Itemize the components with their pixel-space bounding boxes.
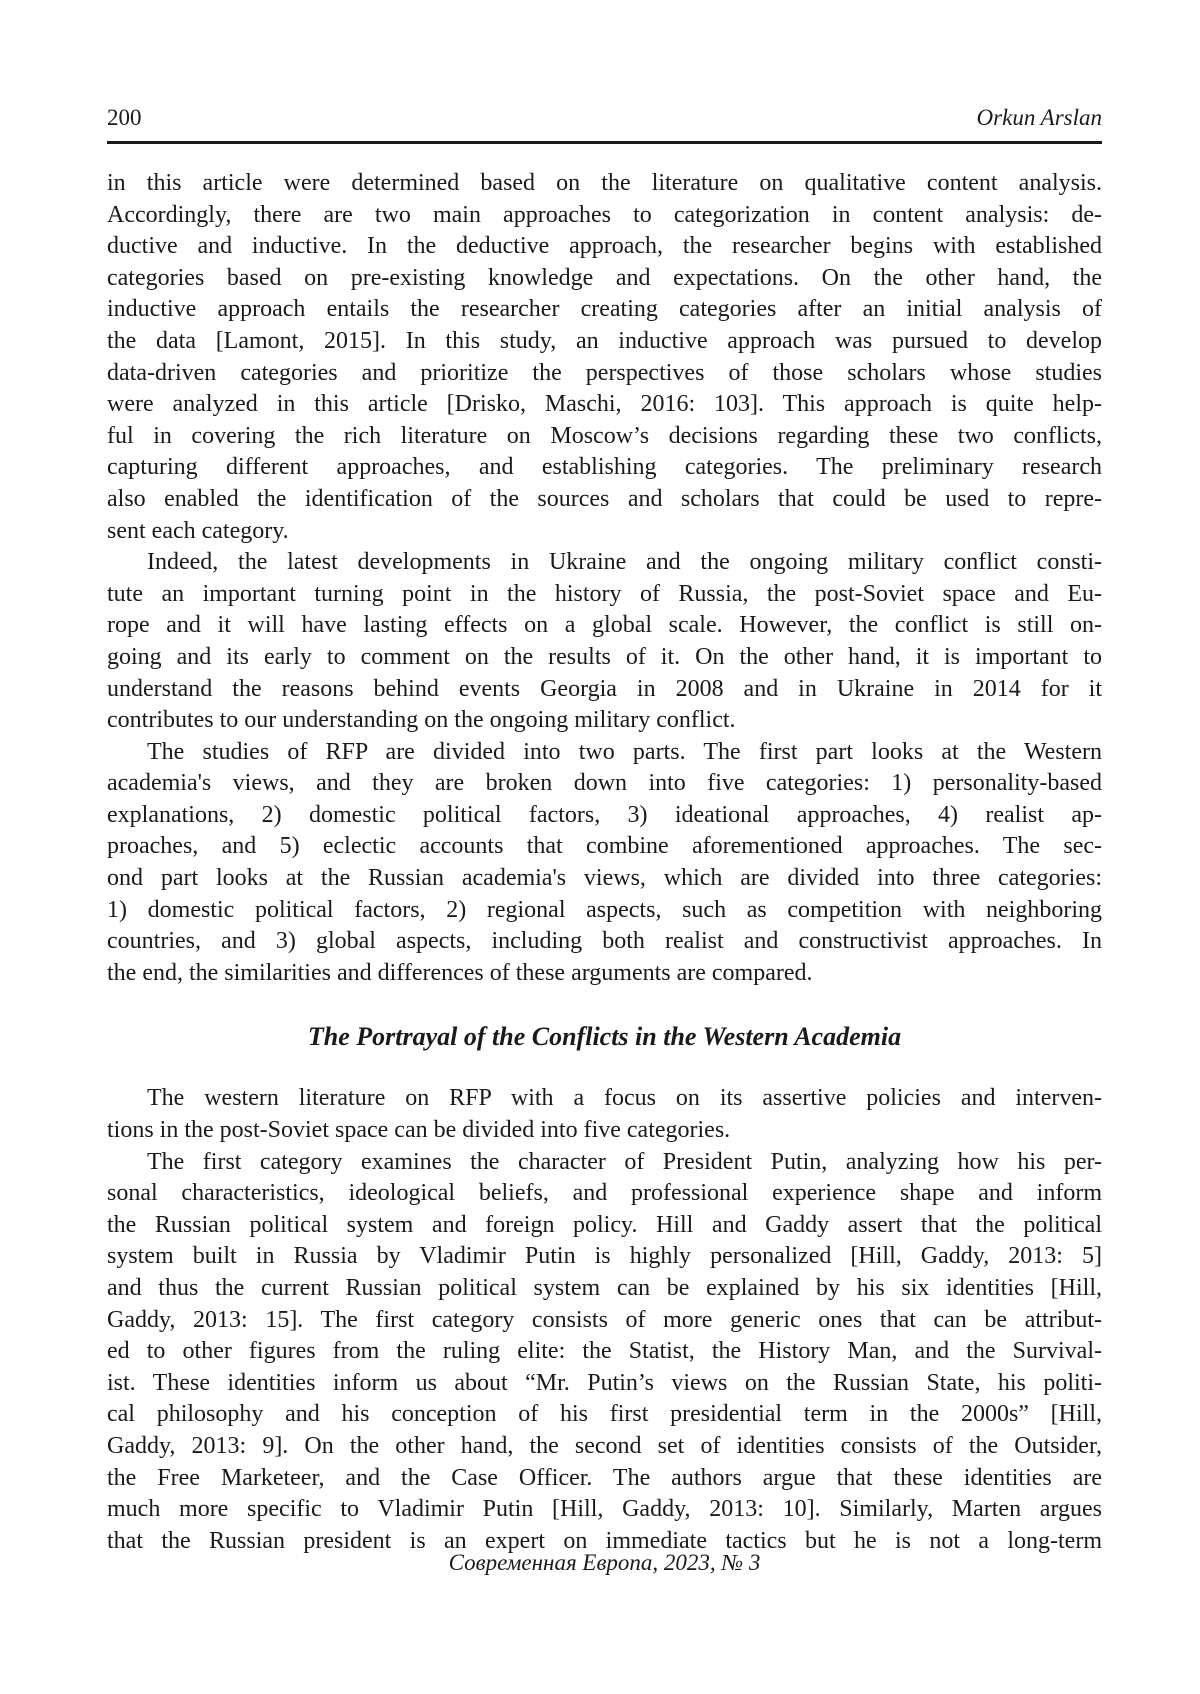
running-head-author: Orkun Arslan	[976, 105, 1102, 130]
text-line: academia's views, and they are broken down into five categories: 1) personality-based	[107, 770, 1102, 797]
running-head	[107, 103, 1102, 133]
text-line: the data [Lamont, 2015]. In this study, an inductive approach was pursued to develop	[107, 327, 1102, 354]
paragraph	[107, 168, 1102, 547]
paragraphs-before-heading	[107, 168, 1102, 989]
paragraph	[107, 547, 1102, 737]
text-line: inductive approach entails the researcher creating categories after an initial analysis of	[107, 296, 1102, 323]
text-line: ductive and inductive. In the deductive approach, the researcher begins with established	[107, 233, 1102, 260]
section-heading: The Portrayal of the Conflicts in the Western Academia	[307, 1022, 902, 1052]
text-line: 1) domestic political factors, 2) regional aspects, such as competition with neighboring	[107, 896, 1102, 923]
text-line: Gaddy, 2013: 9]. On the other hand, the second set of identities consists of the Outsider,	[107, 1432, 1102, 1459]
text-line: tute an important turning point in the history of Russia, the post-Soviet space and Eu-	[107, 580, 1102, 607]
text-line: categories based on pre-existing knowledge and expectations. On the other hand, the	[107, 264, 1102, 291]
text-line: Indeed, the latest developments in Ukraine and the ongoing military conflict consti-	[147, 549, 1102, 576]
text-line: were analyzed in this article [Drisko, Maschi, 2016: 103]. This approach is quite help-	[107, 391, 1102, 418]
text-line: the Free Marketeer, and the Case Officer. The authors argue that these identities are	[107, 1464, 1102, 1491]
paragraphs-after-heading	[107, 1083, 1102, 1557]
paragraph	[107, 737, 1102, 990]
article-body	[107, 168, 1102, 1557]
text-line: the end, the similarities and differences of these arguments are compared.	[107, 959, 813, 986]
text-line: also enabled the identification of the sources and scholars that could be used to repre-	[107, 485, 1102, 512]
header-rule	[107, 141, 1102, 144]
text-line: the Russian political system and foreign policy. Hill and Gaddy assert that the political	[107, 1211, 1102, 1238]
text-line: cal philosophy and his conception of his first presidential term in the 2000s” [Hill,	[107, 1401, 1102, 1428]
text-line: data-driven categories and prioritize the perspectives of those scholars whose studies	[107, 359, 1102, 386]
text-line: explanations, 2) domestic political factors, 3) ideational approaches, 4) realist ap-	[107, 801, 1102, 828]
text-line: Gaddy, 2013: 15]. The first category consists of more generic ones that can be attribut-	[107, 1306, 1102, 1333]
paragraph	[107, 1083, 1102, 1146]
text-line: ist. These identities inform us about “Mr. Putin’s views on the Russian State, his politi-	[107, 1369, 1102, 1396]
text-line: going and its early to comment on the results of it. On the other hand, it is important to	[107, 643, 1102, 670]
text-line: in this article were determined based on the literature on qualitative content analysis.	[107, 170, 1102, 196]
journal-footer: Современная Европа, 2023, № 3	[448, 1550, 761, 1575]
text-line: The western literature on RFP with a focus on its assertive policies and interven-	[147, 1085, 1102, 1112]
text-line: ful in covering the rich literature on Moscow’s decisions regarding these two conflicts,	[107, 422, 1102, 449]
text-line: The first category examines the character of President Putin, analyzing how his per-	[147, 1148, 1102, 1175]
text-line: ed to other figures from the ruling elite: the Statist, the History Man, and the Survival-	[107, 1338, 1102, 1365]
text-line: contributes to our understanding on the ongoing military conflict.	[107, 707, 736, 734]
text-line: capturing different approaches, and establishing categories. The preliminary research	[107, 454, 1102, 481]
text-line: The studies of RFP are divided into two parts. The first part looks at the Western	[147, 738, 1102, 765]
text-line: Accordingly, there are two main approaches to categorization in content analysis: de-	[107, 201, 1102, 228]
text-line: tions in the post-Soviet space can be divided into five categories.	[107, 1117, 731, 1144]
text-line: much more specific to Vladimir Putin [Hill, Gaddy, 2013: 10]. Similarly, Marten argues	[107, 1496, 1102, 1523]
text-line: and thus the current Russian political system can be explained by his six identities [Hill,	[107, 1275, 1102, 1301]
text-line: sonal characteristics, ideological beliefs, and professional experience shape and inform	[107, 1180, 1102, 1207]
text-line: rope and it will have lasting effects on a global scale. However, the conflict is still on-	[107, 612, 1102, 639]
text-line: system built in Russia by Vladimir Putin is highly personalized [Hill, Gaddy, 2013: 5]	[107, 1243, 1102, 1270]
paragraph	[107, 1147, 1102, 1558]
text-line: that the Russian president is an expert on immediate tactics but he is not a long-term	[107, 1527, 1102, 1554]
text-line: proaches, and 5) eclectic accounts that combine aforementioned approaches. The sec-	[107, 833, 1102, 860]
text-line: sent each category.	[107, 517, 289, 544]
page-number: 200	[107, 105, 142, 130]
text-line: understand the reasons behind events Georgia in 2008 and in Ukraine in 2014 for it	[107, 675, 1102, 702]
text-line: ond part looks at the Russian academia's views, which are divided into three categories:	[107, 865, 1102, 892]
text-line: countries, and 3) global aspects, including both realist and constructivist approaches. In	[107, 928, 1102, 955]
